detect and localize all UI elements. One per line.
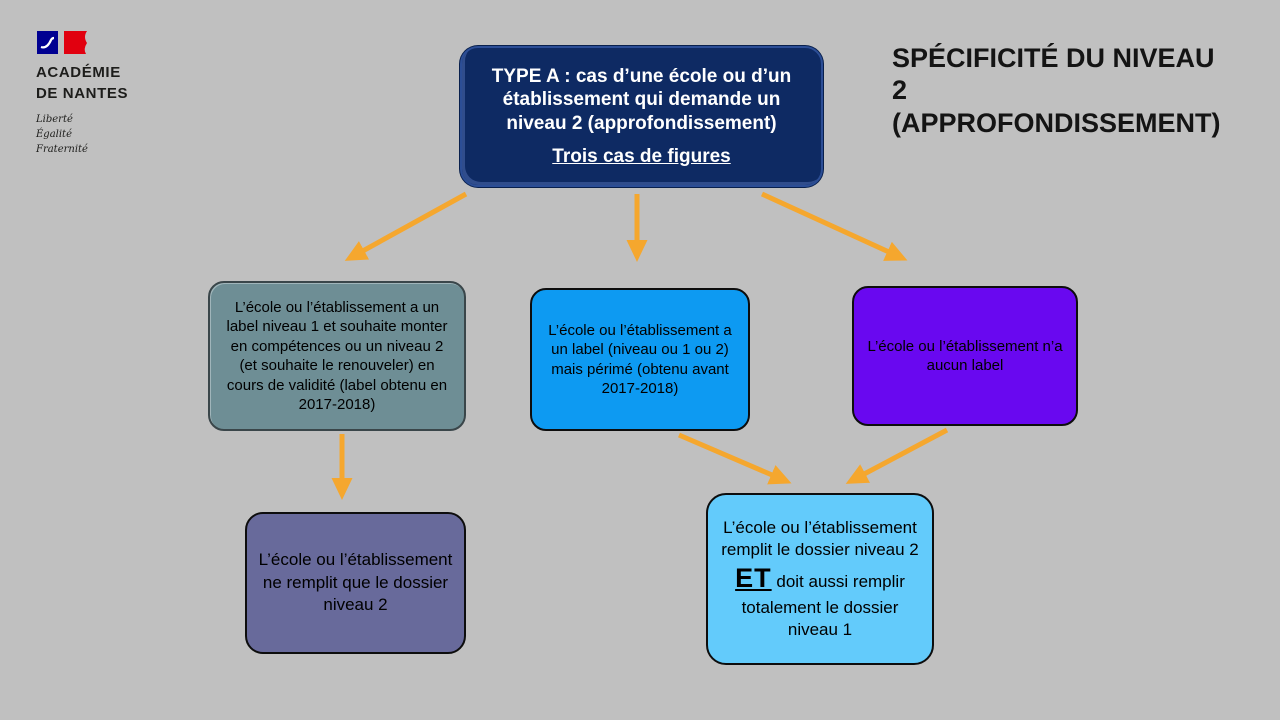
root-box-subtitle: Trois cas de figures	[552, 145, 731, 167]
page-title: SPÉCIFICITÉ DU NIVEAU 2 (APPROFONDISSEMENT)	[892, 43, 1221, 138]
logo-line2: DE NANTES	[36, 85, 129, 102]
arrow-root-to-case1	[350, 194, 466, 258]
case-box-aucun-label	[852, 286, 1078, 426]
case-box-text: L’école ou l’établissement a un label (niveau ou 1 ou 2) mais périmé (obtenu avant 2017-2018)	[548, 321, 732, 397]
case-box-text: L’école ou l’établissement n’a aucun label	[867, 337, 1063, 374]
outcome-text: L’école ou l’établissement ne remplit que le dossier niveau 2	[258, 549, 453, 615]
arrow-case2-to-outcome2	[679, 435, 786, 481]
motto-egalite: Égalité	[36, 129, 72, 140]
motto-fraternite: Fraternité	[36, 144, 88, 155]
outcome-emphasis-et: ET	[735, 563, 772, 594]
outcome-box-deux-dossiers	[706, 493, 934, 665]
outcome-text-after: doit aussi remplir totalement le dossier niveau 1	[741, 572, 905, 639]
academy-logo	[36, 30, 206, 157]
logo-line1: ACADÉMIE	[36, 64, 121, 81]
case-box-text: L’école ou l’établissement a un label niveau 1 et souhaite monter en compétences ou un niveau 2 (et souhaite le renouveler) en cours de validité (label obtenu en 2017-2018)	[226, 298, 448, 413]
outcome-box-dossier-niveau2	[245, 512, 466, 654]
motto-liberte: Liberté	[36, 114, 73, 125]
root-box-type-a	[460, 46, 823, 187]
case-box-label-valide	[208, 281, 466, 431]
french-flag-icon	[36, 30, 88, 56]
root-box-text: TYPE A : cas d’une école ou d’un établissement qui demande un niveau 2 (approfondissement)	[491, 65, 792, 134]
case-box-label-perime	[530, 288, 750, 431]
arrow-case3-to-outcome2	[851, 430, 947, 481]
outcome-text	[720, 517, 920, 640]
arrow-root-to-case3	[762, 194, 902, 258]
outcome-text-before: L’école ou l’établissement remplit le dossier niveau 2	[721, 518, 919, 560]
